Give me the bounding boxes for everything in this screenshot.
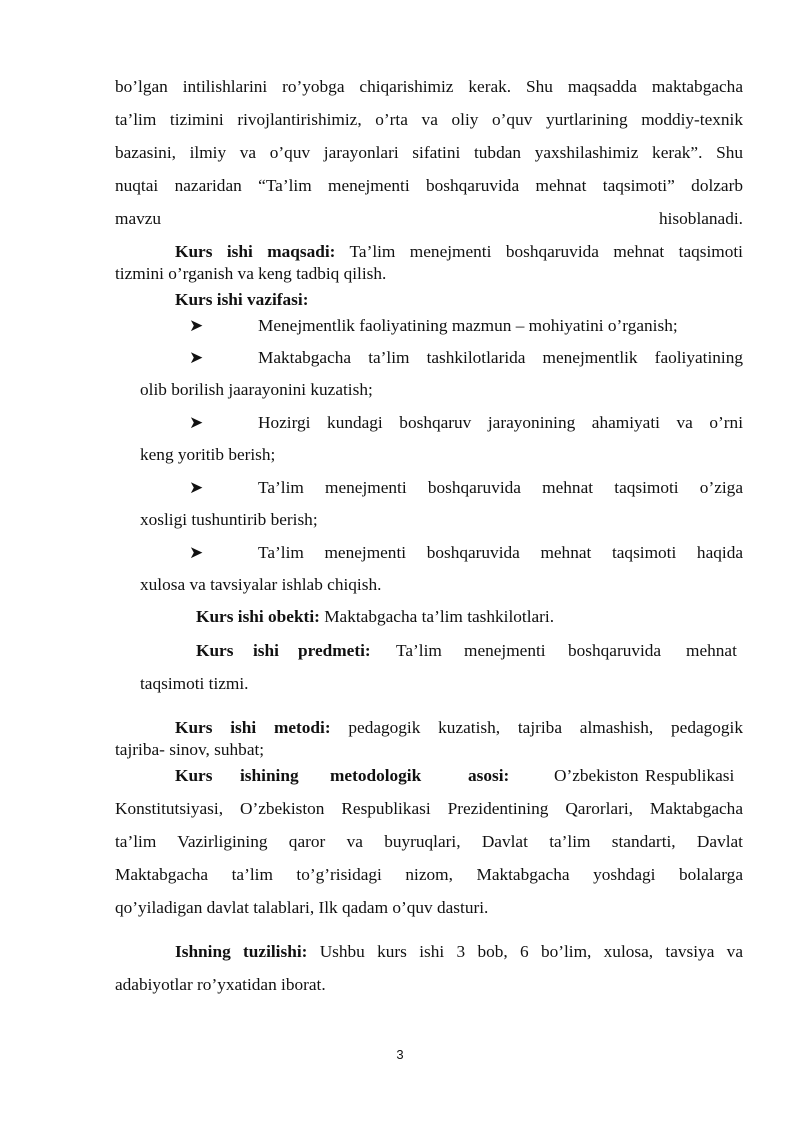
intro-line-2: ta’lim tizimini rivojlantirishimiz, o’rta va oliy o’quv yurtlarining moddiy-texnik [115, 110, 743, 129]
metodologik-line-4: Maktabgacha ta’lim to’g’risidagi nizom, Maktabgacha yoshdagi bolalarga [115, 865, 743, 884]
maqsad-line-2: tizmini o’rganish va keng tadbiq qilish. [115, 264, 387, 283]
predmet-line-2: taqsimoti tizmi. [140, 674, 249, 693]
obekt-label: Kurs ishi obekti: [196, 607, 320, 626]
vazifa-item-4-line-2: xosligi tushuntirib berish; [140, 510, 318, 529]
predmet-text-word-2: menejmenti [464, 641, 546, 660]
metod-label: Kurs ishi metodi: [175, 718, 331, 737]
tuzilish-line-2: adabiyotlar ro’yxatidan iborat. [115, 975, 326, 994]
metodologik-line-2: Konstitutsiyasi, O’zbekiston Respublikasi Prezidentining Qarorlari, Maktabgacha [115, 799, 743, 818]
arrowhead-bullet-icon: ➤ [189, 543, 204, 562]
tuzilish-label: Ishning tuzilishi: [175, 942, 308, 961]
arrowhead-bullet-icon: ➤ [189, 413, 204, 432]
predmet-label-word-2: ishi [253, 641, 279, 660]
predmet-text-word-4: mehnat [686, 641, 737, 660]
metod-line-1 [175, 717, 743, 739]
metod-text-1: pedagogik kuzatish, tajriba almashish, pedagogik [330, 718, 743, 737]
metodologik-label-word-3: metodologik [330, 766, 422, 785]
obekt-line [196, 606, 554, 628]
metodologik-label-word-4: asosi: [468, 766, 510, 785]
predmet-text-word-3: boshqaruvida [568, 641, 662, 660]
intro-line-3: bazasini, ilmiy va o’quv jarayonlari sifatini tubdan yaxshilashimiz kerak”. Shu [115, 143, 743, 162]
vazifa-item-3-line-2: keng yoritib berish; [140, 445, 276, 464]
metodologik-text-word-1: O’zbekiston [554, 766, 639, 785]
metodologik-text-word-2: Respublikasi [645, 766, 735, 785]
tuzilish-text-1: Ushbu kurs ishi 3 bob, 6 bo’lim, xulosa, tavsiya va [307, 942, 743, 961]
vazifa-item-5-line-1: Ta’lim menejmenti boshqaruvida mehnat taqsimoti haqida [258, 543, 743, 562]
vazifa-label: Kurs ishi vazifasi: [175, 290, 309, 309]
arrowhead-bullet-icon: ➤ [189, 478, 204, 497]
predmet-text-word-1: Ta’lim [396, 641, 442, 660]
page-number: 3 [396, 1047, 404, 1062]
predmet-label-word-1: Kurs [196, 641, 234, 660]
maqsad-label: Kurs ishi maqsadi: [175, 242, 336, 261]
tuzilish-line-1 [175, 941, 743, 963]
vazifa-item-2-line-1: Maktabgacha ta’lim tashkilotlarida menejmentlik faoliyatining [258, 348, 743, 367]
vazifa-item-3-line-1: Hozirgi kundagi boshqaruv jarayonining ahamiyati va o’rni [258, 413, 743, 432]
intro-line-5: mavzu hisoblanadi. [115, 209, 743, 228]
vazifa-item-2-line-2: olib borilish jaarayonini kuzatish; [140, 380, 373, 399]
intro-line-4: nuqtai nazaridan “Ta’lim menejmenti boshqaruvida mehnat taqsimoti” dolzarb [115, 176, 743, 195]
metod-line-2: tajriba- sinov, suhbat; [115, 740, 265, 759]
intro-line-1: bo’lgan intilishlarini ro’yobga chiqarishimiz kerak. Shu maqsadda maktabgacha [115, 77, 743, 96]
vazifa-item-4-line-1: Ta’lim menejmenti boshqaruvida mehnat taqsimoti o’ziga [258, 478, 743, 497]
metodologik-line-5: qo’yiladigan davlat talablari, Ilk qadam o’quv dasturi. [115, 898, 489, 917]
metodologik-line-3: ta’lim Vazirligining qaror va buyruqlari, Davlat ta’lim standarti, Davlat [115, 832, 743, 851]
metodologik-label-word-1: Kurs [175, 766, 213, 785]
vazifa-item-5-line-2: xulosa va tavsiyalar ishlab chiqish. [140, 575, 382, 594]
arrowhead-bullet-icon: ➤ [189, 348, 204, 367]
obekt-text: Maktabgacha ta’lim tashkilotlari. [319, 607, 555, 626]
vazifa-item-1-line-1: Menejmentlik faoliyatining mazmun – mohiyatini o’rganish; [258, 316, 678, 335]
predmet-label-word-3: predmeti: [298, 641, 371, 660]
metodologik-label-word-2: ishining [240, 766, 299, 785]
arrowhead-bullet-icon: ➤ [189, 316, 204, 335]
maqsad-text-1: Ta’lim menejmenti boshqaruvida mehnat taqsimoti [335, 242, 743, 261]
maqsad-line-1 [175, 241, 743, 263]
